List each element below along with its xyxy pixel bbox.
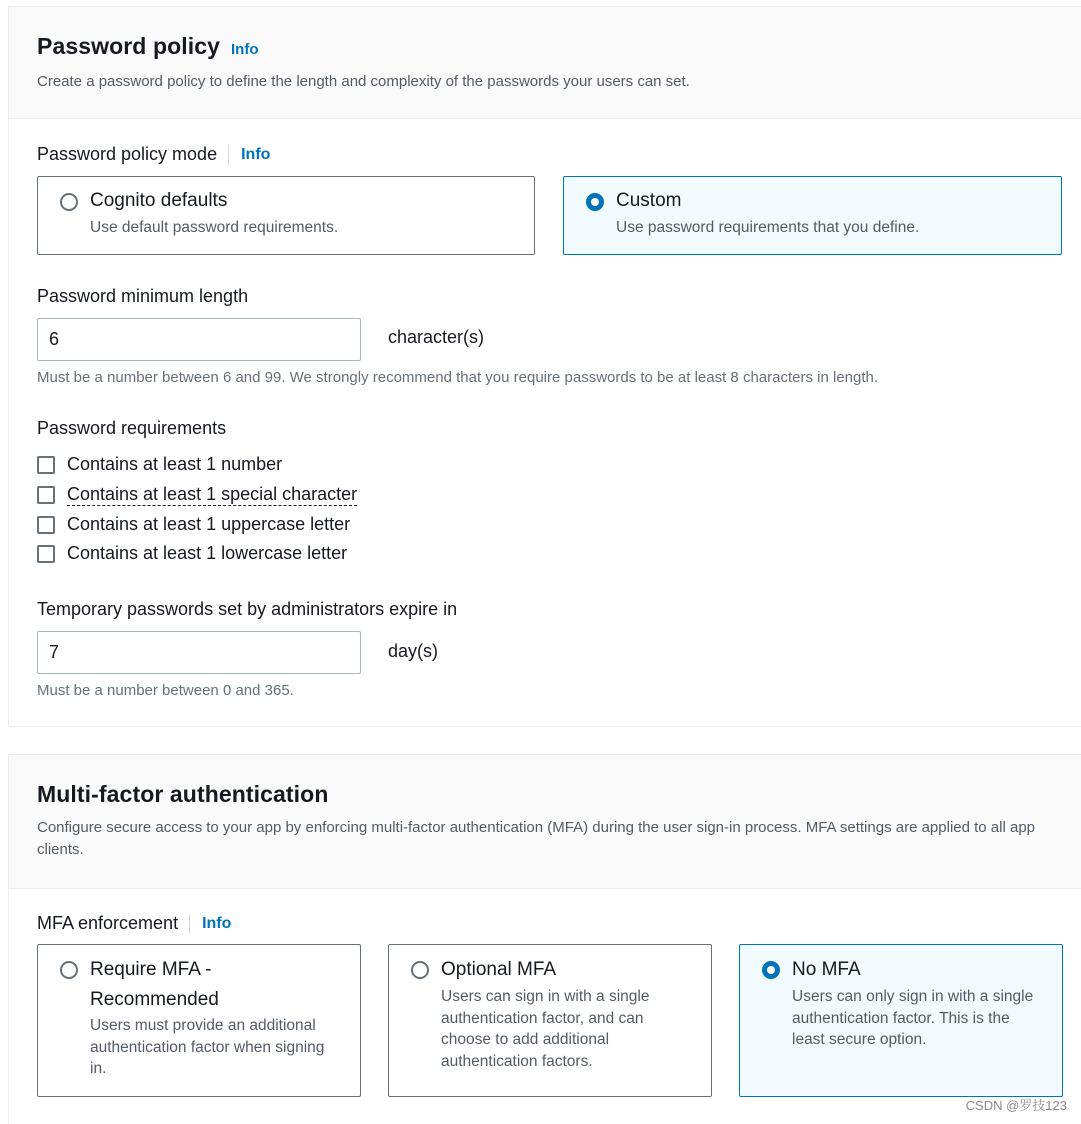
- label-separator: [189, 914, 190, 934]
- temp-password-expiry-unit: day(s): [388, 641, 439, 661]
- tile-require-mfa[interactable]: [37, 944, 361, 1097]
- requirement-uppercase[interactable]: [37, 514, 350, 535]
- tile-require-mfa-title: Require MFA - Recommended: [90, 959, 219, 1010]
- mfa-header: [9, 755, 1081, 889]
- tile-cognito-defaults-description: Use default password requirements.: [90, 219, 339, 236]
- password-policy-mode-label-text: Password policy mode: [37, 144, 218, 164]
- requirement-lowercase-label: Contains at least 1 lowercase letter: [67, 543, 348, 563]
- requirement-special-character[interactable]: [37, 484, 357, 506]
- password-policy-header: [9, 7, 1081, 119]
- password-policy-description: Create a password policy to define the length and complexity of the passwords your users can set.: [37, 73, 690, 90]
- password-min-length-hint: Must be a number between 6 and 99. We strongly recommend that you require passwords to be at least 8 characters in length.: [37, 369, 879, 386]
- password-policy-mode-label: [37, 144, 270, 165]
- password-policy-title: Password policy: [37, 33, 221, 59]
- tile-no-mfa-title: No MFA: [792, 959, 861, 980]
- checkbox-special-character[interactable]: [37, 486, 55, 504]
- tile-custom[interactable]: [563, 176, 1062, 255]
- temp-password-expiry-input[interactable]: 7: [37, 631, 361, 674]
- requirement-special-character-label[interactable]: Contains at least 1 special character: [67, 484, 358, 504]
- mfa-panel: [8, 754, 1081, 1124]
- label-separator: [228, 145, 229, 165]
- radio-custom[interactable]: [586, 193, 604, 211]
- tile-optional-mfa-description: Users can sign in with a single authentication factor, and can choose to add additional authentication factors.: [441, 988, 650, 1070]
- radio-optional-mfa[interactable]: [411, 961, 429, 979]
- password-min-length-input[interactable]: 6: [37, 318, 361, 361]
- password-min-length-label: Password minimum length: [37, 286, 249, 306]
- panel-title-row: [37, 33, 1060, 60]
- radio-no-mfa[interactable]: [762, 961, 780, 979]
- mfa-enforcement-label-text: MFA enforcement: [37, 913, 179, 933]
- password-policy-info-link[interactable]: Info: [231, 41, 259, 58]
- checkbox-lowercase[interactable]: [37, 545, 55, 563]
- mfa-description: Configure secure access to your app by enforcing multi-factor authentication (MFA) during the user sign-in process. MFA settings are applied to all app clients.: [37, 819, 1036, 858]
- mfa-enforcement-label: [37, 913, 231, 934]
- password-min-length-unit: character(s): [388, 327, 485, 347]
- watermark: CSDN @罗技123: [965, 1098, 1067, 1113]
- requirement-number-label: Contains at least 1 number: [67, 454, 283, 474]
- password-requirements-label: Password requirements: [37, 418, 227, 438]
- tile-no-mfa[interactable]: [739, 944, 1063, 1097]
- tile-cognito-defaults-title: Cognito defaults: [90, 190, 228, 211]
- password-policy-mode-info-link[interactable]: Info: [241, 145, 271, 163]
- tile-no-mfa-description: Users can only sign in with a single authentication factor. This is the least secure option.: [792, 988, 1034, 1048]
- tile-cognito-defaults[interactable]: [37, 176, 535, 255]
- tile-require-mfa-description: Users must provide an additional authentication factor when signing in.: [90, 1017, 325, 1077]
- tile-custom-description: Use password requirements that you define.: [616, 219, 920, 236]
- radio-cognito-defaults[interactable]: [60, 193, 78, 211]
- mfa-title: Multi-factor authentication: [37, 781, 329, 807]
- checkbox-uppercase[interactable]: [37, 516, 55, 534]
- requirement-uppercase-label: Contains at least 1 uppercase letter: [67, 514, 351, 534]
- checkbox-number[interactable]: [37, 456, 55, 474]
- tile-custom-title: Custom: [616, 190, 682, 211]
- tile-optional-mfa[interactable]: [388, 944, 712, 1097]
- temp-password-expiry-hint: Must be a number between 0 and 365.: [37, 682, 294, 699]
- requirement-number[interactable]: [37, 454, 282, 475]
- tile-optional-mfa-title: Optional MFA: [441, 959, 557, 980]
- requirement-lowercase[interactable]: [37, 543, 347, 564]
- mfa-enforcement-info-link[interactable]: Info: [202, 914, 232, 932]
- radio-require-mfa[interactable]: [60, 961, 78, 979]
- temp-password-expiry-label: Temporary passwords set by administrators expire in: [37, 599, 458, 619]
- password-policy-panel: [8, 6, 1081, 727]
- mfa-title-row: [37, 781, 1060, 808]
